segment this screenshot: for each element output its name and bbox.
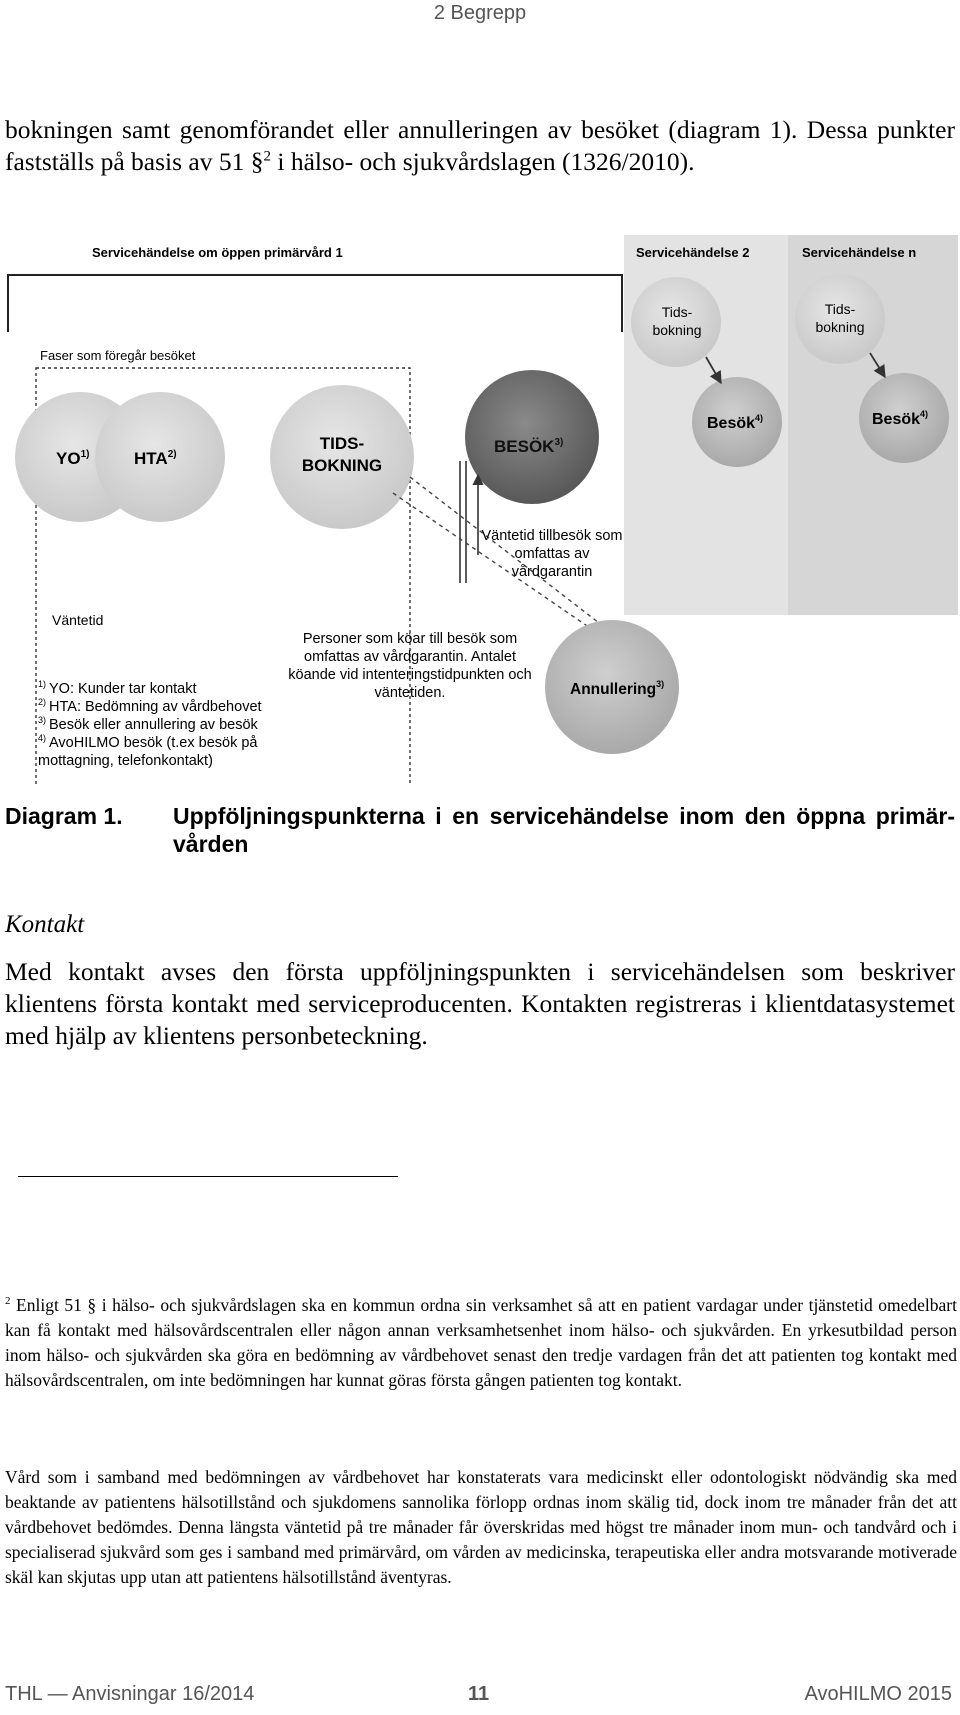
section-heading-kontakt: Kontakt — [5, 911, 85, 938]
event1-bracket — [8, 275, 622, 332]
diagram-1 — [0, 225, 960, 785]
hta-label: HTA$^{2)}$ — [134, 449, 177, 468]
footnote-separator — [18, 1176, 398, 1177]
event1-title: Servicehändelse om öppen primärvård 1 — [92, 245, 343, 260]
intro-text-start: bokningen samt genomförandet eller annulleringen av besöket (diagram 1). Dessa punkter fastställs på basis av 51 § — [5, 115, 955, 176]
diagram-caption — [5, 802, 955, 858]
event2-tidsbokning-label: Tids-bokning — [652, 304, 702, 338]
caption-line-1: Uppföljningspunkterna i en servicehändelse inom den öppna primär- — [173, 803, 955, 829]
caption-line-2: vården — [173, 831, 249, 857]
footer-document: AvoHILMO 2015 — [804, 1683, 952, 1705]
phases-label: Faser som föregår besöket — [40, 348, 196, 363]
footer-publication: THL — Anvisningar 16/2014 — [5, 1683, 255, 1705]
queue-note: Personer som köar till besök som omfattas av vårdgarantin. Antalet köande vid intenteringstidpunkten och väntetiden. — [288, 631, 532, 701]
legend-item: $^{4)}$ AvoHILMO besök (t.ex besök på — [38, 733, 258, 751]
event2-title: Servicehändelse 2 — [636, 245, 750, 260]
legend-item-continued: mottagning, telefonkontakt) — [38, 753, 213, 769]
page-number: 11 — [468, 1683, 490, 1705]
legend — [38, 679, 262, 769]
eventn-title: Servicehändelse n — [802, 245, 917, 260]
event2-besok-label: Besök$^{4)}$ — [707, 413, 764, 432]
besok-main-label: BESÖK$^{3)}$ — [494, 437, 564, 456]
footnote-1-continued: Vård som i samband med bedömningen av vårdbehovet har konstaterats vara medicinskt eller odontologiskt nödvändig ska med beaktande av patientens hälsotillstånd och sjukdomens sannolika förlopp ordnas inom skälig tid, dock inom tre månader från det att vårdbehovet bedömdes. Denna längsta väntetid på tre månader får överskridas med högst tre månader inom mun- och tandvård och i specialiserad sjukvård som ges i samband med primärvård, om vården av medicinska, terapeutiska eller andra motsvarande motiverade skäl kan skjutas upp utan att patientens hälsotillstånd äventyras. — [5, 1467, 957, 1587]
tidsbokning-label: TIDS-BOKNING — [301, 434, 383, 475]
yo-label: YO$^{1)}$ — [56, 449, 90, 468]
legend-item: $^{1)}$ YO: Kunder tar kontakt — [38, 679, 197, 697]
wait-note: Väntetid tillbesök som omfattas av vårdgarantin — [481, 528, 623, 580]
page-footer — [0, 1683, 960, 1711]
kontakt-paragraph: Med kontakt avses den första uppföljningspunkten i servicehändelsen som beskriver klientens första kontakt med serviceproducenten. Kontakten registreras i klientdatasystemet med hjälp av klientens personbeteckning. — [5, 957, 955, 1050]
annullering-label: Annullering$^{3)}$ — [570, 679, 665, 698]
legend-item: $^{3)}$ Besök eller annullering av besök — [38, 715, 258, 733]
eventn-tidsbokning-label: Tids-bokning — [815, 301, 865, 335]
eventn-besok-label: Besök$^{4)}$ — [872, 409, 929, 428]
vantetid-label: Väntetid — [52, 612, 104, 628]
running-header: 2 Begrepp — [433, 2, 527, 24]
footnote-1 — [5, 1293, 957, 1393]
intro-paragraph — [5, 114, 955, 178]
footnote-mark: 2 — [5, 1295, 11, 1308]
footnote-ref[interactable]: 2 — [263, 148, 271, 165]
caption-label: Diagram 1. — [5, 803, 123, 829]
footnote-1-text: Enligt 51 § i hälso- och sjukvårdslagen ska en kommun ordna sin verksamhet så att en patient vardagar under tjänstetid omedelbart kan få kontakt med hälsovårdscentralen eller någon annan verksamhetsenhet inom hälso- och sjukvården. En yrkesutbildad person inom hälso- och sjukvården ska göra en bedömning av vårdbehovet senast den tredje vardagen från det att patienten tog kontakt med hälsovårdscentralen, om inte bedömningen har kunnat göras första gången patienten tog kontakt. — [5, 1295, 957, 1390]
legend-item: $^{2)}$ HTA: Bedömning av vårdbehovet — [38, 697, 262, 715]
intro-text-end: i hälso- och sjukvårdslagen (1326/2010). — [271, 147, 695, 176]
